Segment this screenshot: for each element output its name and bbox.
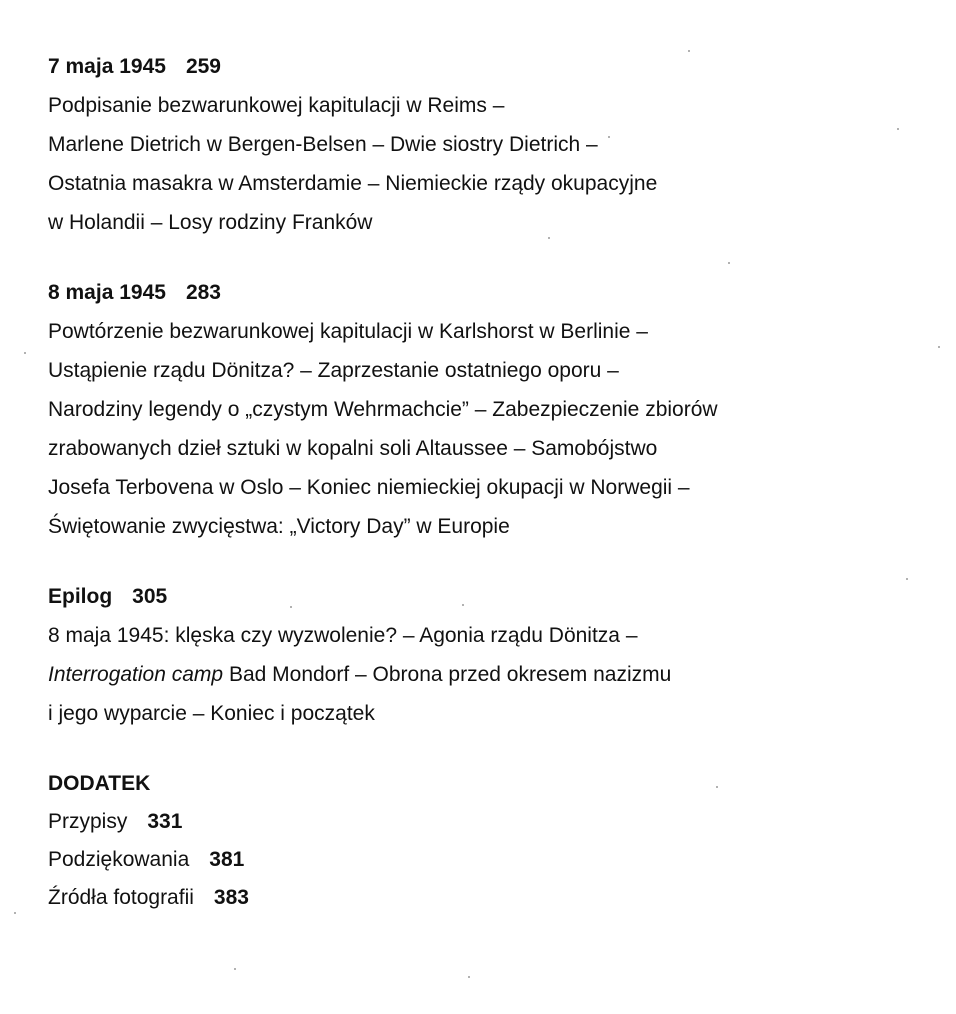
scan-speck	[234, 968, 236, 970]
item-label: Przypisy	[48, 810, 128, 833]
scan-speck	[24, 352, 26, 354]
dodatek-item-przypisy	[48, 803, 928, 841]
toc-section-dodatek	[48, 769, 928, 917]
section-heading	[48, 52, 928, 82]
scan-speck	[938, 346, 940, 348]
section-description-line: Narodziny legendy o „czystym Wehrmachcie” – Zabezpieczenie zbiorów	[48, 398, 718, 421]
dodatek-item-podziekowania	[48, 841, 928, 879]
section-description-line: Ustąpienie rządu Dönitza? – Zaprzestanie ostatniego oporu –	[48, 359, 619, 382]
italic-phrase: Interrogation camp	[48, 663, 224, 686]
scan-speck	[462, 604, 464, 606]
toc-section-epilog	[48, 582, 928, 733]
section-description-line: Ostatnia masakra w Amsterdamie – Niemieckie rządy okupacyjne	[48, 172, 658, 195]
item-page-number: 381	[209, 848, 245, 871]
section-title: 7 maja 1945	[48, 55, 166, 78]
scan-speck	[468, 976, 470, 978]
scan-speck	[716, 786, 718, 788]
section-description-line-mixed	[48, 655, 928, 694]
toc-section-7-maja	[48, 52, 928, 242]
scan-speck	[14, 912, 16, 914]
section-page-number: 259	[185, 55, 221, 78]
scan-speck	[290, 606, 292, 608]
scan-speck	[897, 128, 899, 130]
section-description-line: i jego wyparcie – Koniec i początek	[48, 702, 375, 725]
item-label: Podziękowania	[48, 848, 190, 871]
section-description-line: zrabowanych dzieł sztuki w kopalni soli Altaussee – Samobójstwo	[48, 437, 658, 460]
section-title: Epilog	[48, 585, 113, 608]
section-heading	[48, 582, 928, 612]
dodatek-item-zrodla-fotografii	[48, 879, 928, 917]
section-description-line: Podpisanie bezwarunkowej kapitulacji w Reims –	[48, 94, 505, 117]
section-description-line: Świętowanie zwycięstwa: „Victory Day” w Europie	[48, 515, 510, 538]
scan-speck	[728, 262, 730, 264]
section-description-line: Marlene Dietrich w Bergen-Belsen – Dwie siostry Dietrich –	[48, 133, 598, 156]
item-page-number: 331	[147, 810, 183, 833]
item-page-number: 383	[213, 886, 249, 909]
section-description-line: Powtórzenie bezwarunkowej kapitulacji w Karlshorst w Berlinie –	[48, 320, 648, 343]
section-description-line: 8 maja 1945: klęska czy wyzwolenie? – Agonia rządu Dönitza –	[48, 624, 638, 647]
scan-speck	[608, 136, 610, 138]
scan-speck	[548, 237, 550, 239]
section-description-line: w Holandii – Losy rodziny Franków	[48, 211, 373, 234]
line-remainder: Bad Mondorf – Obrona przed okresem nazizmu	[223, 663, 672, 686]
section-description-line: Josefa Terbovena w Oslo – Koniec niemieckiej okupacji w Norwegii –	[48, 476, 690, 499]
section-page-number: 283	[185, 281, 221, 304]
scan-speck	[906, 578, 908, 580]
section-title: 8 maja 1945	[48, 281, 166, 304]
section-heading	[48, 278, 928, 308]
dodatek-heading: DODATEK	[48, 772, 151, 795]
table-of-contents	[48, 52, 928, 917]
section-page-number: 305	[132, 585, 168, 608]
item-label: Źródła fotografii	[48, 886, 194, 909]
toc-section-8-maja	[48, 278, 928, 546]
scan-speck	[688, 50, 690, 52]
